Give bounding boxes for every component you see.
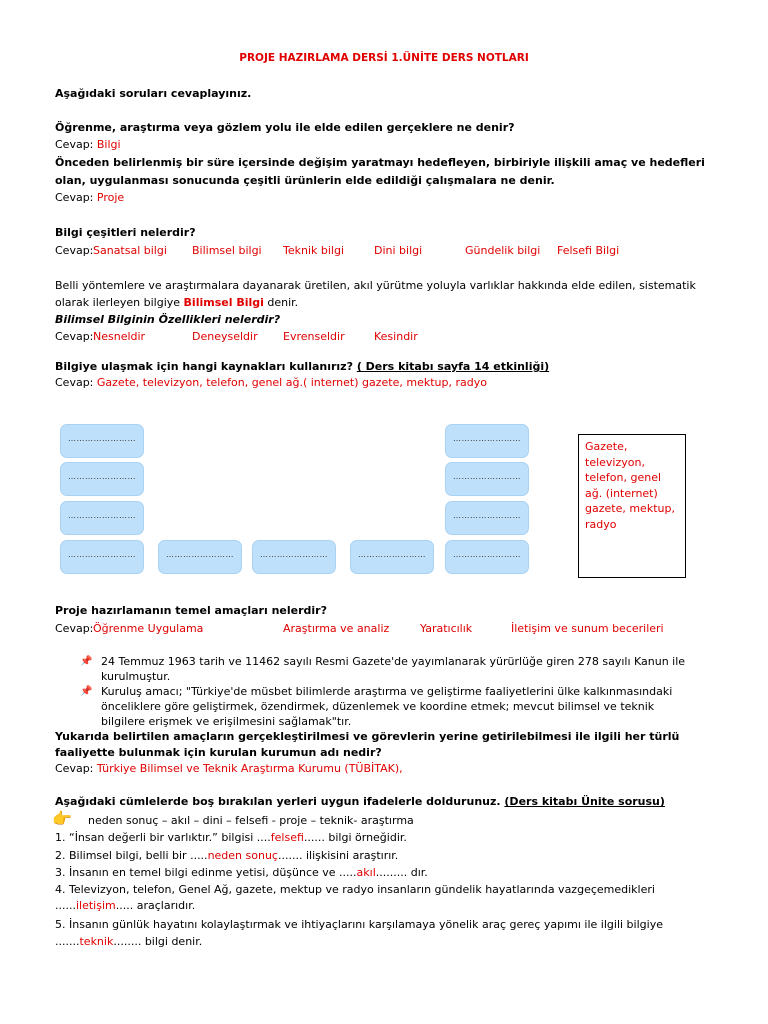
answer-2: Proje — [96, 191, 125, 204]
blank-box: …………………… — [252, 540, 336, 574]
answer-7: Türkiye Bilimsel ve Teknik Araştırma Kurumu (TÜBİTAK), — [96, 762, 403, 775]
sentence-4-line1: 4. Televizyon, telefon, Genel Ağ, gazete, mektup ve radyo insanların gündelik hayatlarında vazgeçemedikleri — [55, 883, 655, 896]
sentence-4-line2: ......iletişim..... araçlarıdır. — [55, 899, 196, 912]
answer-4-item: Evrenseldir — [283, 330, 345, 343]
word-bank: neden sonuç – akıl – dini – felsefi - proje – teknik- araştırma — [88, 814, 414, 827]
sentence-2-answer: neden sonuç — [207, 849, 278, 862]
question-7-line1: Yukarıda belirtilen amaçların gerçekleştirilmesi ve görevlerin yerine getirilebilmesi ile ilgili her türlü — [55, 730, 680, 743]
sentence-5-answer: teknik — [79, 935, 114, 948]
question-5: Bilgiye ulaşmak için hangi kaynakları kullanırız? ( Ders kitabı sayfa 14 etkinliği) — [55, 360, 550, 373]
answer-2-row — [55, 191, 124, 204]
cevap-label: Cevap: — [55, 138, 94, 151]
answer-1: Bilgi — [96, 138, 121, 151]
blank-box: …………………… — [445, 540, 529, 574]
sentence-1: 1. “İnsan değerli bir varlıktır.” bilgisi ....felsefi...... bilgi örneğidir. — [55, 831, 407, 844]
blank-box: …………………… — [445, 462, 529, 496]
question-5-reference: ( Ders kitabı sayfa 14 etkinliği) — [356, 360, 550, 373]
answer-6-item: İletişim ve sunum becerileri — [511, 622, 664, 635]
sentence-4-answer: iletişim — [75, 899, 116, 912]
fill-instruction: Aşağıdaki cümlelerde boş bırakılan yerleri uygun ifadelerle doldurunuz. (Ders kitabı Ünite sorusu) — [55, 795, 665, 808]
answer-3-item: Dini bilgi — [374, 244, 423, 257]
cevap-label: Cevap: — [55, 191, 94, 204]
pointing-hand-icon: 👉 — [52, 809, 72, 828]
bullet-2: Kuruluş amacı; "Türkiye'de müsbet bilimlerde araştırma ve geliştirme faaliyetlerini ülke kalkınmasındaki önceliklere göre geliştirmek, özendirmek, düzenlemek ve koordine etmek; mevcut bilimsel ve teknik bilgilere erişmek ve erişilmesini sağlamak"tır. — [101, 685, 673, 728]
answer-3-item: Bilimsel bilgi — [192, 244, 262, 257]
sentence-1-answer: felsefi — [270, 831, 304, 844]
sentence-3-answer: akıl — [356, 866, 376, 879]
answer-6-item: Öğrenme Uygulama — [93, 622, 204, 635]
answer-4-label: Cevap: — [55, 330, 94, 343]
page-title: PROJE HAZIRLAMA DERSİ 1.ÜNİTE DERS NOTLARI — [239, 52, 529, 64]
answer-5: Gazete, televizyon, telefon, genel ağ.( internet) gazete, mektup, radyo — [96, 376, 487, 389]
answer-3-item: Teknik bilgi — [283, 244, 345, 257]
answer-4-item: Nesneldir — [93, 330, 146, 343]
answer-3-item: Felsefi Bilgi — [557, 244, 620, 257]
blank-box: …………………… — [350, 540, 434, 574]
highlight-bilimsel-bilgi: Bilimsel Bilgi — [183, 296, 264, 309]
answer-1-row — [55, 138, 121, 151]
fill-reference: (Ders kitabı Ünite sorusu) — [504, 795, 665, 808]
answer-3-item: Sanatsal bilgi — [93, 244, 167, 257]
question-6: Proje hazırlamanın temel amaçları nelerdir? — [55, 604, 327, 617]
answer-panel — [578, 434, 686, 578]
sentence-2: 2. Bilimsel bilgi, belli bir .....neden sonuç....... ilişkisini araştırır. — [55, 849, 399, 862]
paragraph-line1: Belli yöntemlere ve araştırmalara dayanarak üretilen, akıl yürütme yoluyla varlıklar hakkında elde edilen, sistematik — [55, 279, 696, 292]
question-3: Bilgi çeşitleri nelerdir? — [55, 226, 196, 239]
blank-box: …………………… — [60, 501, 144, 535]
bullet-1: 24 Temmuz 1963 tarih ve 11462 sayılı Resmi Gazete'de yayımlanarak yürürlüğe giren 278 sayılı Kanun ile kurulmuştur. — [101, 655, 686, 683]
pin-icon: 📌 — [80, 686, 93, 697]
question-4: Bilimsel Bilginin Özellikleri nelerdir? — [55, 313, 281, 326]
answer-4-item: Deneyseldir — [192, 330, 258, 343]
blank-box: …………………… — [158, 540, 242, 574]
blank-box: …………………… — [60, 424, 144, 458]
instruction: Aşağıdaki soruları cevaplayınız. — [55, 87, 252, 100]
sentence-5-line1: 5. İnsanın günlük hayatını kolaylaştırmak ve ihtiyaçlarını karşılamaya yönelik araç gereç yapımı ile ilgili bilgiye — [55, 918, 663, 931]
answer-4-item: Kesindir — [374, 330, 418, 343]
question-2-line2: olan, uygulanması sonucunda çeşitli ürünlerin elde edildiği çalışmalara ne denir. — [55, 174, 555, 187]
blank-box: …………………… — [60, 462, 144, 496]
answer-7-row: Cevap: Türkiye Bilimsel ve Teknik Araştırma Kurumu (TÜBİTAK), — [55, 762, 403, 775]
blank-box: …………………… — [445, 501, 529, 535]
answer-3-item: Gündelik bilgi — [465, 244, 541, 257]
answer-3-label: Cevap: — [55, 244, 94, 257]
blank-box: …………………… — [445, 424, 529, 458]
answer-6-label: Cevap: — [55, 622, 94, 635]
answer-panel-text: Gazete, televizyon, telefon, genel ağ. (internet) gazete, mektup, radyo — [585, 440, 675, 531]
sentence-5-line2: .......teknik........ bilgi denir. — [55, 935, 203, 948]
answer-5-row: Cevap: Gazete, televizyon, telefon, genel ağ.( internet) gazete, mektup, radyo — [55, 376, 487, 389]
question-7-line2: faaliyette bulunmak için kurulan kurumun adı nedir? — [55, 746, 382, 759]
question-2-line1: Önceden belirlenmiş bir süre içersinde değişim yaratmayı hedefleyen, birbiriyle ilişkili amaç ve hedefleri — [55, 156, 705, 169]
answer-6-item: Araştırma ve analiz — [283, 622, 390, 635]
pin-icon: 📌 — [80, 656, 93, 667]
sentence-3: 3. İnsanın en temel bilgi edinme yetisi, düşünce ve .....akıl......... dır. — [55, 866, 428, 879]
paragraph-line2: olarak ilerleyen bilgiye Bilimsel Bilgi denir. — [55, 296, 299, 309]
question-1: Öğrenme, araştırma veya gözlem yolu ile elde edilen gerçeklere ne denir? — [55, 121, 515, 134]
blank-box: …………………… — [60, 540, 144, 574]
answer-6-item: Yaratıcılık — [420, 622, 473, 635]
